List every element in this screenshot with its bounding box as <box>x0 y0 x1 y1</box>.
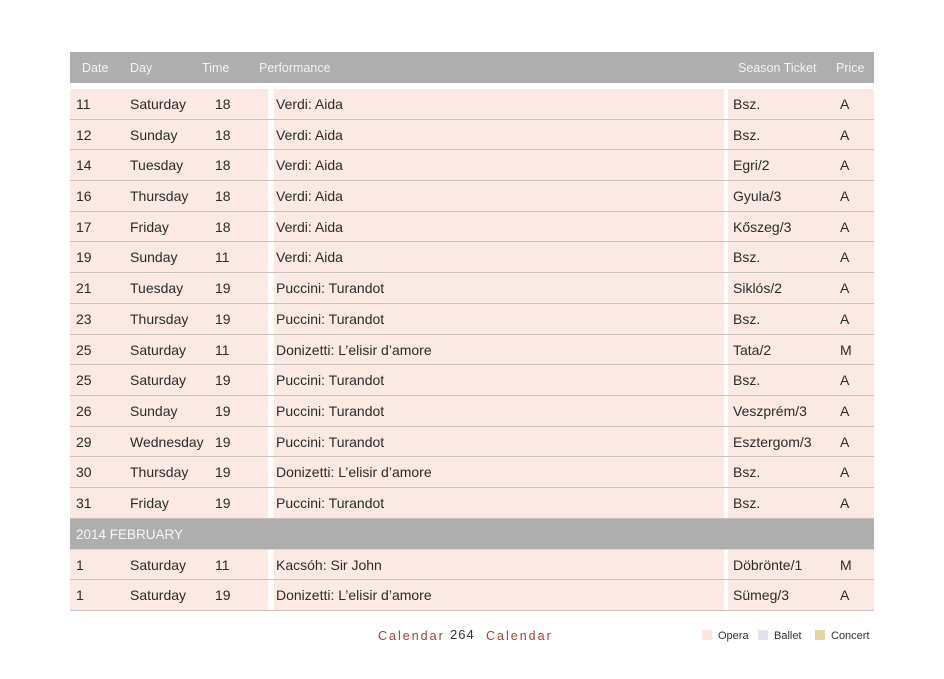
cell-time: 19 <box>215 464 231 481</box>
cell-time: 18 <box>215 157 231 174</box>
cell-time: 18 <box>215 218 231 235</box>
column-separator <box>268 365 274 395</box>
table-row <box>70 89 874 120</box>
cell-date: 23 <box>76 310 92 327</box>
cell-season-ticket: Bsz. <box>733 464 761 481</box>
header-time: Time <box>202 61 230 75</box>
cell-day: Saturday <box>130 587 187 604</box>
cell-performance: Kacsóh: Sir John <box>276 556 382 573</box>
column-separator <box>268 150 274 180</box>
cell-performance: Verdi: Aida <box>276 249 343 266</box>
cell-season-ticket: Tata/2 <box>733 341 772 358</box>
january-rows <box>70 89 874 519</box>
table-row <box>70 396 874 427</box>
calendar-table <box>70 52 874 611</box>
cell-performance: Verdi: Aida <box>276 96 343 112</box>
legend-opera-swatch <box>702 630 712 640</box>
cell-date: 1 <box>76 587 84 604</box>
page-number: 264 <box>450 627 475 642</box>
column-separator <box>724 550 728 580</box>
cell-day: Saturday <box>130 372 187 389</box>
column-separator <box>268 488 274 518</box>
cell-season-ticket: Bsz. <box>733 494 761 511</box>
column-separator <box>268 120 274 150</box>
column-separator <box>724 242 728 272</box>
cell-date: 31 <box>76 494 92 511</box>
cell-time: 19 <box>215 402 231 419</box>
cell-time: 19 <box>215 587 231 604</box>
cell-time: 19 <box>215 494 231 511</box>
cell-day: Saturday <box>130 556 187 573</box>
cell-day: Thursday <box>130 310 189 327</box>
column-separator <box>724 580 728 610</box>
column-separator <box>724 427 728 457</box>
cell-price: A <box>840 310 850 327</box>
table-row <box>70 120 874 151</box>
table-row <box>70 457 874 488</box>
cell-price: A <box>840 96 850 112</box>
cell-day: Wednesday <box>130 433 204 450</box>
cell-price: A <box>840 157 850 174</box>
cell-day: Sunday <box>130 249 178 266</box>
table-row <box>70 427 874 458</box>
column-separator <box>268 457 274 487</box>
cell-time: 19 <box>215 433 231 450</box>
column-separator <box>268 550 274 580</box>
cell-season-ticket: Sümeg/3 <box>733 587 790 604</box>
cell-season-ticket: Siklós/2 <box>733 280 783 297</box>
cell-date: 11 <box>76 96 91 112</box>
cell-season-ticket: Bsz. <box>733 249 761 266</box>
legend-ballet <box>758 630 802 642</box>
cell-price: A <box>840 218 850 235</box>
cell-time: 18 <box>215 188 231 205</box>
column-separator <box>724 273 728 303</box>
header-day: Day <box>130 61 153 75</box>
cell-time: 18 <box>215 96 231 112</box>
column-separator <box>268 273 274 303</box>
cell-day: Thursday <box>130 464 189 481</box>
cell-date: 30 <box>76 464 92 481</box>
column-separator <box>724 181 728 211</box>
table-header <box>70 52 874 83</box>
cell-price: A <box>840 464 850 481</box>
footer-calendar-left: Calendar <box>378 629 445 643</box>
cell-day: Tuesday <box>130 280 184 297</box>
column-separator <box>268 396 274 426</box>
cell-performance: Verdi: Aida <box>276 188 343 205</box>
table-row <box>70 273 874 304</box>
legend-opera <box>702 630 749 642</box>
table-row <box>70 335 874 366</box>
legend-opera-label: Opera <box>718 630 749 642</box>
table-row <box>70 365 874 396</box>
cell-date: 12 <box>76 126 92 143</box>
cell-performance: Puccini: Turandot <box>276 310 385 327</box>
column-separator <box>724 365 728 395</box>
cell-time: 11 <box>215 341 230 358</box>
cell-performance: Verdi: Aida <box>276 218 343 235</box>
header-season-ticket: Season Ticket <box>738 61 817 75</box>
cell-price: A <box>840 372 850 389</box>
column-separator <box>268 335 274 365</box>
cell-day: Sunday <box>130 402 178 419</box>
cell-season-ticket: Veszprém/3 <box>733 402 807 419</box>
cell-price: A <box>840 280 850 297</box>
cell-price: A <box>840 249 850 266</box>
column-separator <box>724 304 728 334</box>
cell-price: A <box>840 188 850 205</box>
cell-season-ticket: Kőszeg/3 <box>733 218 792 235</box>
header-price: Price <box>836 61 865 75</box>
cell-season-ticket: Bsz. <box>733 126 761 143</box>
cell-price: M <box>840 556 852 573</box>
cell-time: 11 <box>215 249 230 266</box>
column-separator <box>268 304 274 334</box>
cell-performance: Puccini: Turandot <box>276 494 385 511</box>
cell-performance: Donizetti: L’elisir d’amore <box>276 464 432 481</box>
cell-time: 19 <box>215 310 231 327</box>
column-separator <box>268 427 274 457</box>
cell-date: 19 <box>76 249 92 266</box>
cell-day: Friday <box>130 494 169 511</box>
month-divider <box>70 519 874 550</box>
cell-season-ticket: Bsz. <box>733 372 761 389</box>
cell-day: Sunday <box>130 126 178 143</box>
legend-concert-label: Concert <box>831 630 870 642</box>
cell-day: Saturday <box>130 96 187 112</box>
month-label: 2014 FEBRUARY <box>76 526 184 542</box>
column-separator <box>724 89 728 119</box>
column-separator <box>724 335 728 365</box>
cell-day: Saturday <box>130 341 187 358</box>
cell-performance: Puccini: Turandot <box>276 280 385 297</box>
cell-season-ticket: Bsz. <box>733 96 761 112</box>
column-separator <box>724 120 728 150</box>
column-separator <box>268 89 274 119</box>
cell-performance: Verdi: Aida <box>276 157 343 174</box>
cell-time: 18 <box>215 126 231 143</box>
cell-date: 14 <box>76 157 92 174</box>
table-row <box>70 488 874 519</box>
table-row <box>70 181 874 212</box>
cell-season-ticket: Gyula/3 <box>733 188 782 205</box>
table-row <box>70 212 874 243</box>
cell-date: 26 <box>76 402 92 419</box>
legend-ballet-swatch <box>758 630 768 640</box>
cell-date: 16 <box>76 188 92 205</box>
column-separator <box>268 242 274 272</box>
column-separator <box>268 181 274 211</box>
cell-time: 19 <box>215 280 231 297</box>
cell-season-ticket: Döbrönte/1 <box>733 556 803 573</box>
cell-date: 29 <box>76 433 92 450</box>
page-footer <box>0 627 944 647</box>
column-separator <box>268 212 274 242</box>
cell-date: 17 <box>76 218 92 235</box>
footer-calendar-right: Calendar <box>486 629 553 643</box>
cell-price: A <box>840 587 850 604</box>
cell-day: Tuesday <box>130 157 184 174</box>
cell-season-ticket: Bsz. <box>733 310 761 327</box>
cell-date: 25 <box>76 341 92 358</box>
table-row <box>70 242 874 273</box>
cell-price: A <box>840 126 850 143</box>
cell-performance: Puccini: Turandot <box>276 433 385 450</box>
cell-price: A <box>840 402 850 419</box>
column-separator <box>724 150 728 180</box>
cell-performance: Puccini: Turandot <box>276 372 385 389</box>
cell-performance: Verdi: Aida <box>276 126 343 143</box>
cell-date: 1 <box>76 556 84 573</box>
table-row <box>70 580 874 611</box>
column-separator <box>724 457 728 487</box>
column-separator <box>724 488 728 518</box>
column-separator <box>724 212 728 242</box>
cell-price: A <box>840 433 850 450</box>
cell-date: 21 <box>76 280 92 297</box>
legend-concert <box>815 630 870 642</box>
cell-season-ticket: Esztergom/3 <box>733 433 812 450</box>
table-row <box>70 150 874 181</box>
column-separator <box>724 396 728 426</box>
header-date: Date <box>82 61 109 75</box>
legend-concert-swatch <box>815 630 825 640</box>
header-performance: Performance <box>259 61 331 75</box>
table-row <box>70 550 874 581</box>
february-rows <box>70 550 874 611</box>
cell-time: 19 <box>215 372 231 389</box>
cell-date: 25 <box>76 372 92 389</box>
cell-performance: Donizetti: L’elisir d’amore <box>276 587 432 604</box>
column-separator <box>268 580 274 610</box>
cell-season-ticket: Egri/2 <box>733 157 770 174</box>
cell-performance: Puccini: Turandot <box>276 402 385 419</box>
cell-price: M <box>840 341 852 358</box>
cell-price: A <box>840 494 850 511</box>
cell-time: 11 <box>215 556 230 573</box>
legend-ballet-label: Ballet <box>774 630 802 642</box>
table-row <box>70 304 874 335</box>
cell-day: Friday <box>130 218 169 235</box>
cell-performance: Donizetti: L’elisir d’amore <box>276 341 432 358</box>
cell-day: Thursday <box>130 188 189 205</box>
